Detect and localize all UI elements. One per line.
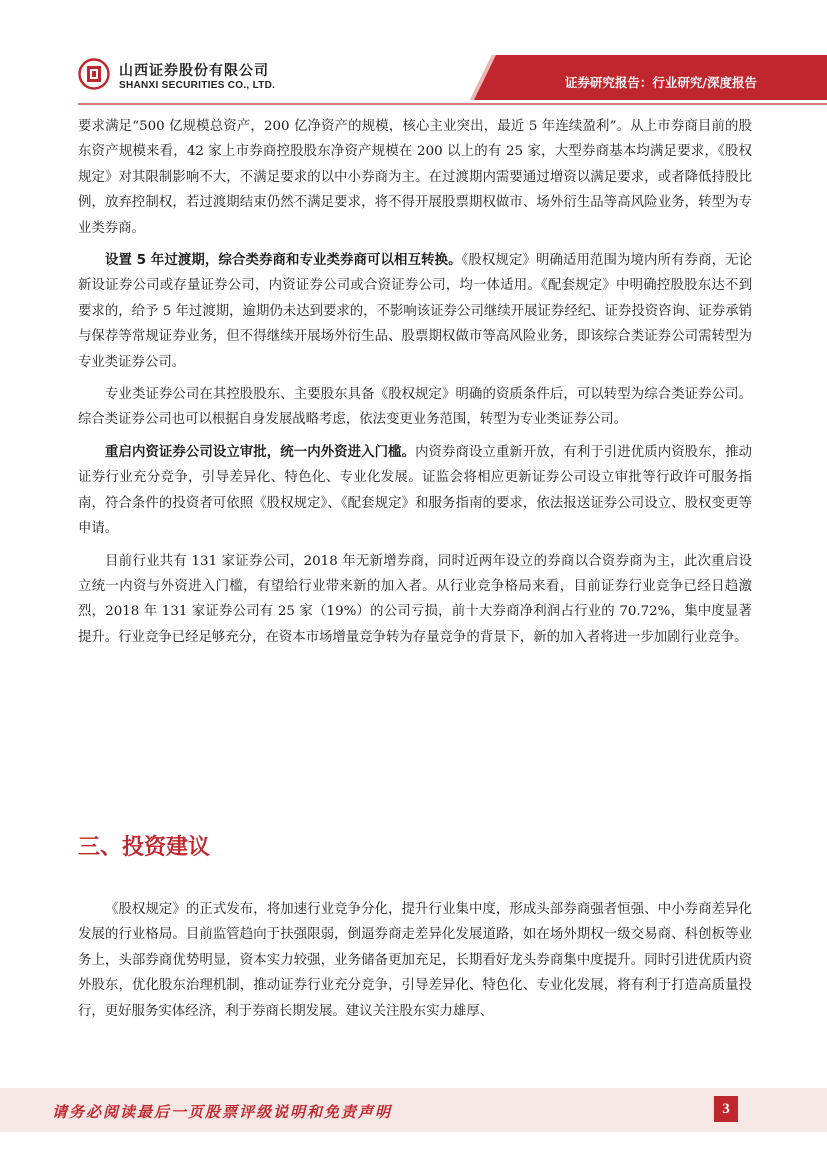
section-body [78, 897, 752, 1031]
page-header [0, 0, 827, 108]
report-type-label: 证券研究报告：行业研究/深度报告 [564, 75, 757, 90]
paragraph-2-heading: 设置 5 年过渡期，综合类券商和专业类券商可以相互转换。 [105, 253, 462, 269]
disclaimer-notice: 请务必阅读最后一页股票评级说明和免责声明 [52, 1103, 393, 1121]
page-number: 3 [714, 1096, 738, 1122]
paragraph-2 [78, 248, 752, 375]
section-title: 三、投资建议 [78, 835, 211, 860]
paragraph-4 [78, 440, 752, 542]
paragraph-4-text: 内资券商设立重新开放，有利于引进优质内资股东，推动证券行业充分竞争，引导差异化、特色化、专业化发展。证监会将相应更新证券公司设立审批等行政许可服务指南，符合条件的投资者可依照《股权规定》、《配套规定》和服务指南的要求，依法报送证券公司设立、股权变更等申请。 [78, 444, 752, 537]
paragraph-4-heading: 重启内资证券公司设立审批，统一内外资进入门槛。 [105, 444, 416, 460]
company-name-en: SHANXI SECURITIES CO., LTD. [119, 80, 276, 91]
header-banner [0, 0, 827, 108]
paragraph-3 [78, 382, 752, 433]
paragraph-2-text: 《股权规定》明确适用范围为境内所有券商，无论新设证券公司或存量证券公司，内资证券公司或合资证券公司，均一体适用。《配套规定》中明确控股股东达不到要求的，给予 5 年过渡期，逾期仍未达到要求的，不影响该证券公司继续开展证券经纪、证券投资咨询、证券承销与保荐等常规证券业务，但不得继续开展场外衍生品、股票期权做市等高风险业务，即该综合类证券公司需转型为专业类证券公司。 [78, 253, 752, 370]
company-logo-icon [78, 58, 110, 90]
section-paragraph: 《股权规定》的正式发布，将加速行业竞争分化，提升行业集中度，形成头部券商强者恒强、中小券商差异化发展的行业格局。目前监管趋向于扶强限弱，倒逼券商走差异化发展道路，如在场外期权一级交易商、科创板等业务上，头部券商优势明显，资本实力较强，业务储备更加充足，长期看好龙头券商集中度提升。同时引进优质内资外股东，优化股东治理机制，推动证券行业充分竞争，引导差异化、特色化、专业化发展，将有利于打造高质量投行，更好服务实体经济，利于券商长期发展。建议关注股东实力雄厚、 [78, 902, 752, 1019]
paragraph-5 [78, 549, 752, 651]
body-text [78, 114, 752, 657]
paragraph-5-text: 目前行业共有 131 家证券公司，2018 年无新增券商，同时近两年设立的券商以合资券商为主，此次重启设立统一内资与外资进入门槛，有望给行业带来新的加入者。从行业竞争格局来看，目前证券行业竞争已经日趋激烈，2018 年 131 家证券公司有 25 家（19%）的公司亏损，前十大券商净利润占行业的 70.72%，集中度显著提升。行业竞争已经足够充分，在资本市场增量竞争转为存量竞争的背景下，新的加入者将进一步加剧行业竞争。 [78, 553, 752, 645]
paragraph-3-text: 专业类证券公司在其控股股东、主要股东具备《股权规定》明确的资质条件后，可以转型为综合类证券公司。综合类证券公司也可以根据自身发展战略考虑，依法变更业务范围，转型为专业类证券公司。 [78, 387, 752, 428]
paragraph-1 [78, 114, 752, 241]
company-name-cn: 山西证券股份有限公司 [119, 63, 269, 79]
paragraph-1-text: 要求满足“500 亿规模总资产，200 亿净资产的规模，核心主业突出，最近 5 年连续盈利”。从上市券商目前的股东资产规模来看，42 家上市券商控股股东净资产规模在 200 以上的有 25 家，大型券商基本均满足要求，《股权规定》对其限制影响不大，不满足要求的以中小券商为主。在过渡期内需要通过增资以满足要求，或者降低持股比例，放弃控制权，若过渡期结束仍然不满足要求，将不得开展股票期权做市、场外衍生品等高风险业务，转型为专业类券商。 [78, 119, 752, 236]
